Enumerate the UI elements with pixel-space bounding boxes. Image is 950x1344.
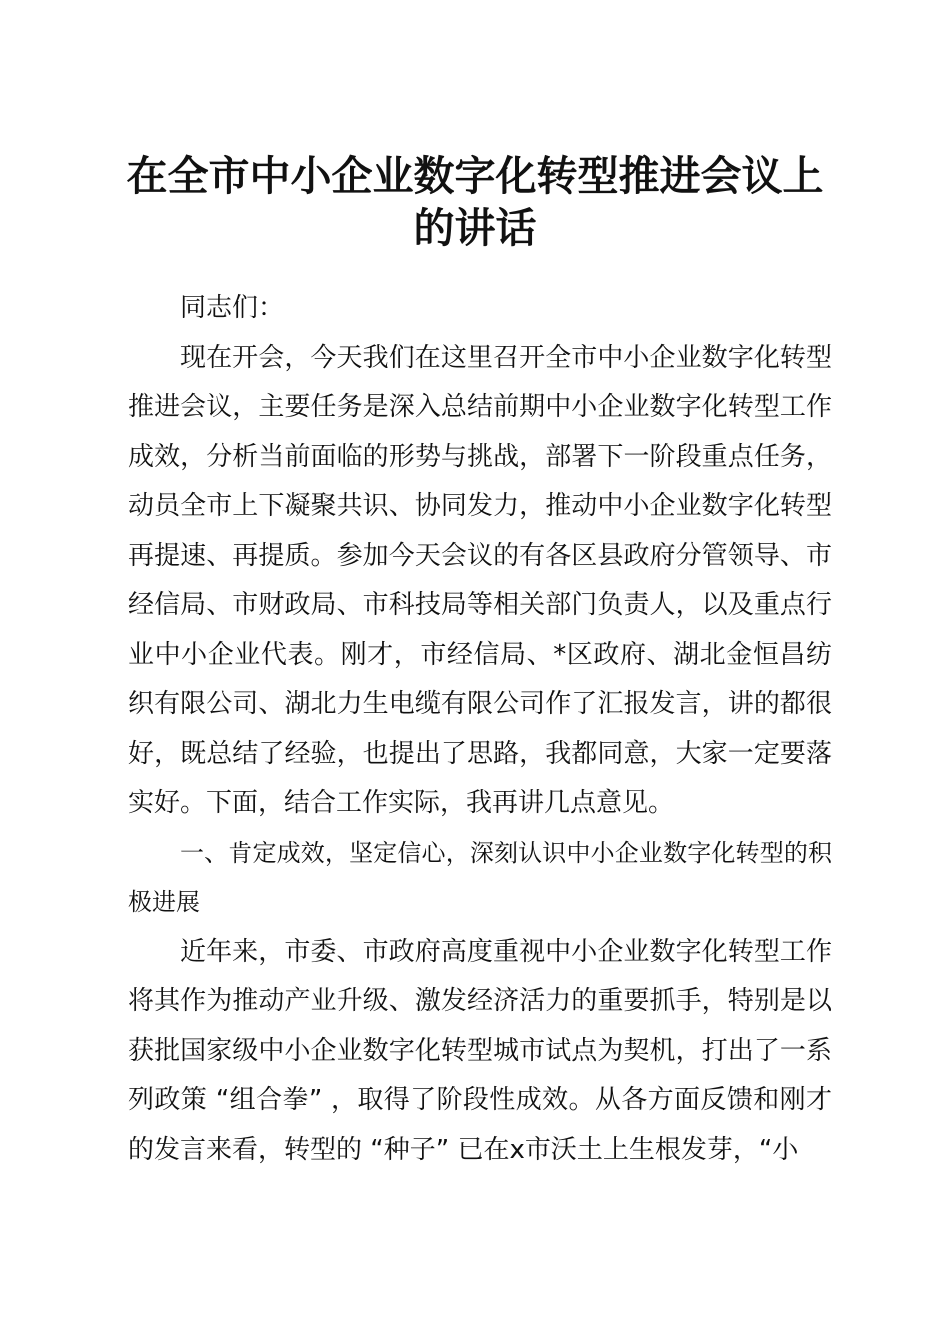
document-title: 在全市中小企业数字化转型推进会议上的讲话 bbox=[126, 152, 824, 252]
section-heading: 一、肯定成效，坚定信心，深刻认识中小企业数字化转型的积极进展 bbox=[128, 838, 832, 916]
document-body bbox=[128, 284, 832, 1175]
salutation: 同志们： bbox=[180, 293, 285, 323]
opening-paragraph: 现在开会，今天我们在这里召开全市中小企业数字化转型推进会议，主要任务是深入总结前期中小企业数字化转型工作成效，分析当前面临的形势与挑战，部署下一阶段重点任务，动员全市上下凝聚共识、协同发力，推动中小企业数字化转型再提速、再提质。参加今天会议的有各区县政府分管领导、市经信局、市财政局、市科技局等相关部门负责人，以及重点行业中小企业代表。刚才，市经信局、*区政府、湖北金恒昌纺织有限公司、湖北力生电缆有限公司作了汇报发言，讲的都很好，既总结了经验，也提出了思路，我都同意，大家一定要落实好。下面，结合工作实际，我再讲几点意见。 bbox=[128, 342, 832, 818]
section-paragraph: 近年来，市委、市政府高度重视中小企业数字化转型工作将其作为推动产业升级、激发经济活力的重要抓手，特别是以获批国家级中小企业数字化转型城市试点为契机，打出了一系列政策 “组合拳” ，取得了阶段性成效。从各方面反馈和刚才的发言来看，转型的 “种子” 已在x市沃土上生根发芽，“小 bbox=[128, 936, 832, 1165]
